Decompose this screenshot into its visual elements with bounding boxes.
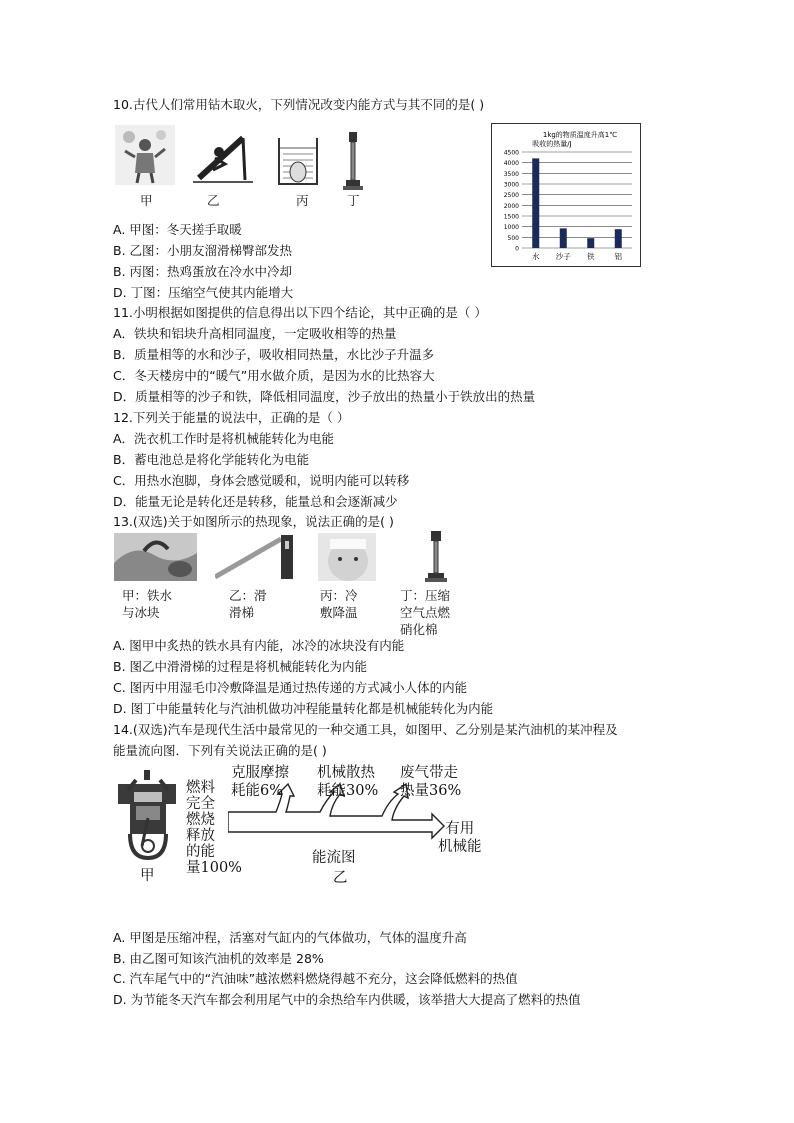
q10-image-jia [115, 125, 175, 185]
q10-option-a: A. 甲图：冬天搓手取暖 [113, 222, 242, 237]
q13-caption-yi: 乙：滑 滑梯 [229, 588, 267, 620]
q13-option-c: C. 图丙中用湿毛巾冷敷降温是通过热传递的方式减小人体的内能 [113, 680, 468, 695]
chart-bar-1 [560, 228, 567, 248]
q14-option-b: B. 由乙图可知该汽油机的效率是 28% [113, 951, 324, 966]
chart-bar-2 [587, 238, 594, 248]
q14-loss-heat-dissipation: 机械散热 耗能30% [317, 765, 379, 799]
q13-image-ding [425, 531, 447, 583]
q14-energy-source: 燃料 完全 燃烧 释放 的能 量100% [186, 780, 242, 876]
q11-option-d: D．质量相等的沙子和铁，降低相同温度，沙子放出的热量小于铁放出的热量 [113, 389, 536, 404]
q14-option-c: C. 汽车尾气中的“汽油味”越浓燃料燃烧得越不充分，这会降低燃料的热值 [113, 971, 518, 986]
chart-canvas [492, 124, 640, 266]
chart-y-tick-label: 3000 [503, 181, 519, 189]
chart-category-label: 铁 [587, 252, 595, 261]
q13-option-a: A. 图甲中炙热的铁水具有内能，冰冷的冰块没有内能 [113, 638, 405, 653]
q12-stem: 12.下列关于能量的说法中，正确的是（ ） [113, 410, 350, 425]
q14-useful-energy: 有用 机械能 [438, 821, 482, 855]
q14-stem-line-1: 14.(双选)汽车是现代生活中最常见的一种交通工具，如图甲、乙分别是某汽油机的某冲程及 [113, 722, 618, 737]
q10-caption-ding: 丁 [347, 193, 360, 208]
q13-caption-bing: 丙：冷 敷降温 [320, 588, 358, 620]
q14-label-yi: 乙 [333, 870, 348, 886]
q10-option-c: B. 丙图：热鸡蛋放在冷水中冷却 [113, 264, 293, 279]
q11-option-c: C．冬天楼房中的“暖气”用水做介质，是因为水的比热容大 [113, 368, 435, 383]
q12-option-d: D．能量无论是转化还是转移，能量总和会逐渐减少 [113, 494, 398, 509]
q10-image-yi [193, 128, 253, 185]
q13-caption-jia: 甲：铁水 与冰块 [122, 588, 173, 620]
q13-image-bing [318, 533, 376, 581]
q12-option-b: B．蓄电池总是将化学能转化为电能 [113, 452, 310, 467]
chart-category-label: 沙子 [555, 252, 571, 261]
chart-title-line-1: 1kg的物质温度升高1℃ [542, 131, 618, 139]
chart-category-label: 水 [532, 252, 540, 261]
chart-y-tick-label: 3500 [503, 170, 519, 178]
chart-bar-3 [615, 229, 622, 248]
q13-option-d: D. 图丁中能量转化与汽油机做功冲程能量转化都是机械能转化为内能 [113, 701, 494, 716]
q13-image-yi [215, 533, 297, 581]
chart-y-tick-label: 4500 [503, 149, 519, 157]
q14-loss-exhaust: 废气带走 热量36% [400, 765, 462, 799]
chart-bar-0 [532, 158, 539, 248]
q14-stem-line-2: 能量流向图．下列有关说法正确的是( ) [113, 743, 327, 758]
q10-option-b: B. 乙图：小朋友溜滑梯臀部发热 [113, 243, 293, 258]
chart-y-tick-label: 1500 [503, 213, 519, 221]
q14-loss-friction: 克服摩擦 耗能6% [231, 765, 289, 799]
q11-stem: 11.小明根据如图提供的信息得出以下四个结论，其中正确的是（ ） [113, 305, 487, 320]
q13-option-b: B. 图乙中滑滑梯的过程是将机械能转化为内能 [113, 659, 368, 674]
q11-option-b: B．质量相等的水和沙子，吸收相同热量，水比沙子升温多 [113, 347, 435, 362]
q13-stem: 13.(双选)关于如图所示的热现象，说法正确的是( ) [113, 514, 394, 529]
q14-diagram-label: 能流图 [312, 850, 356, 866]
q10-image-bing [275, 134, 321, 189]
chart-y-tick-label: 1000 [503, 224, 519, 232]
q13-image-jia [114, 533, 197, 581]
q10-caption-bing: 丙 [296, 193, 309, 208]
q11-option-a: A．铁块和铝块升高相同温度，一定吸收相等的热量 [113, 326, 397, 341]
q10-stem: 10.古代人们常用钻木取火，下列情况改变内能方式与其不同的是( ) [113, 97, 485, 112]
chart-y-tick-label: 2500 [503, 192, 519, 200]
q14-label-jia: 甲 [140, 868, 155, 884]
q12-option-a: A．洗衣机工作时是将机械能转化为电能 [113, 431, 335, 446]
q14-engine-image [112, 770, 184, 862]
q10-option-d: D. 丁图：压缩空气使其内能增大 [113, 285, 294, 300]
chart-y-tick-label: 2000 [503, 202, 519, 210]
q10-image-ding [343, 132, 363, 192]
q14-option-a: A. 甲图是压缩冲程，活塞对气缸内的气体做功，气体的温度升高 [113, 930, 467, 945]
q14-option-d: D. 为节能冬天汽车都会利用尾气中的余热给车内供暖，该举措大大提高了燃料的热值 [113, 992, 581, 1007]
q10-caption-jia: 甲 [140, 193, 153, 208]
chart-y-tick-label: 0 [515, 245, 519, 253]
specific-heat-chart [491, 123, 641, 267]
q13-caption-ding: 丁：压缩 空气点燃 硝化棉 [400, 588, 451, 637]
q12-option-c: C．用热水泡脚，身体会感觉暖和，说明内能可以转移 [113, 473, 410, 488]
q10-caption-yi: 乙 [207, 193, 220, 208]
chart-category-label: 铝 [614, 252, 622, 261]
chart-y-tick-label: 500 [507, 234, 519, 242]
chart-title-line-2: 吸收的热量/J [532, 140, 572, 148]
chart-y-tick-label: 4000 [503, 160, 519, 168]
